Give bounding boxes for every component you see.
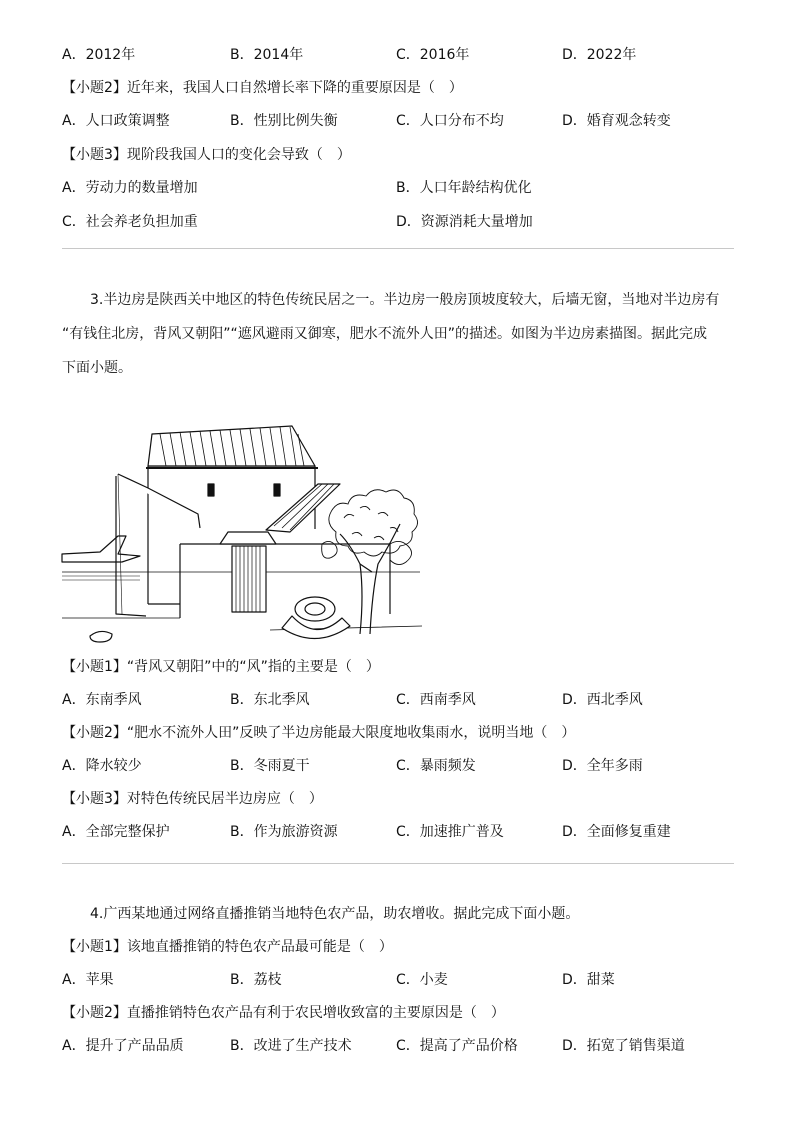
q3-s1-option-b[interactable]: B．东北季风 [230, 692, 310, 708]
q3-intro-line: 下面小题。 [62, 360, 132, 376]
q3-s2-option-b[interactable]: B．冬雨夏干 [230, 758, 310, 774]
q2-s2-option-b[interactable]: B．性别比例失衡 [230, 113, 338, 129]
q3-s2-option-d[interactable]: D．全年多雨 [562, 758, 643, 774]
q2-s2-options [62, 111, 742, 131]
q3-intro [62, 283, 742, 385]
q4-s2-option-d[interactable]: D．拓宽了销售渠道 [562, 1038, 685, 1054]
q4-s1-option-a[interactable]: A．苹果 [62, 972, 114, 988]
q4-s2-option-b[interactable]: B．改进了生产技术 [230, 1038, 352, 1054]
q3-s1-options [62, 690, 742, 710]
q2-s2-option-c[interactable]: C．人口分布不均 [396, 113, 504, 129]
q2-s2-option-a[interactable]: A．人口政策调整 [62, 113, 170, 129]
q3-intro-line: 3.半边房是陕西关中地区的特色传统民居之一。半边房一般房顶坡度较大，后墙无窗，当地对半边房有 [90, 292, 720, 308]
section-divider [62, 863, 734, 864]
q2-s3-options-row2 [62, 212, 742, 232]
q4-s1-option-d[interactable]: D．甜菜 [562, 972, 615, 988]
q4-s1-option-c[interactable]: C．小麦 [396, 972, 448, 988]
q4-s2-option-c[interactable]: C．提高了产品价格 [396, 1038, 518, 1054]
q3-s1-option-d[interactable]: D．西北季风 [562, 692, 643, 708]
q2-s3-options-row1 [62, 178, 742, 198]
q3-s2-stem: 【小题2】“肥水不流外人田”反映了半边房能最大限度地收集雨水，说明当地（ ） [62, 725, 576, 741]
q2-s2-stem: 【小题2】近年来，我国人口自然增长率下降的重要原因是（ ） [62, 80, 463, 96]
section-divider [62, 248, 734, 249]
q3-s3-option-a[interactable]: A．全部完整保护 [62, 824, 170, 840]
q3-s2-options [62, 756, 742, 776]
q3-s3-stem: 【小题3】对特色传统民居半边房应（ ） [62, 791, 323, 807]
q2-s3-option-a[interactable]: A．劳动力的数量增加 [62, 180, 198, 196]
q2-s1-options [62, 45, 742, 65]
q2-s2-option-d[interactable]: D．婚育观念转变 [562, 113, 671, 129]
q3-s3-option-d[interactable]: D．全面修复重建 [562, 824, 671, 840]
q4-s1-option-b[interactable]: B．荔枝 [230, 972, 282, 988]
q3-s1-stem: 【小题1】“背风又朝阳”中的“风”指的主要是（ ） [62, 659, 380, 675]
q2-s3-option-d[interactable]: D．资源消耗大量增加 [396, 214, 533, 230]
q4-s2-stem: 【小题2】直播推销特色农产品有利于农民增收致富的主要原因是（ ） [62, 1005, 505, 1021]
q3-s3-option-b[interactable]: B．作为旅游资源 [230, 824, 338, 840]
q2-s1-option-c[interactable]: C．2016年 [396, 47, 470, 63]
q4-s1-options [62, 970, 742, 990]
q2-s3-option-b[interactable]: B．人口年龄结构优化 [396, 180, 532, 196]
q4-s2-option-a[interactable]: A．提升了产品品质 [62, 1038, 184, 1054]
q4-s2-options [62, 1036, 742, 1056]
q3-s1-option-a[interactable]: A．东南季风 [62, 692, 142, 708]
q2-s1-option-b[interactable]: B．2014年 [230, 47, 304, 63]
q4-intro: 4.广西某地通过网络直播推销当地特色农产品，助农增收。据此完成下面小题。 [90, 906, 580, 922]
q3-s1-option-c[interactable]: C．西南季风 [396, 692, 476, 708]
q3-intro-line: “有钱住北房，背风又朝阳”“遮风避雨又御寒，肥水不流外人田”的描述。如图为半边房素描图。据此完成 [62, 326, 708, 342]
q3-s3-options [62, 822, 742, 842]
q3-s2-option-c[interactable]: C．暴雨频发 [396, 758, 476, 774]
q2-s1-option-a[interactable]: A．2012年 [62, 47, 136, 63]
q2-s3-stem: 【小题3】现阶段我国人口的变化会导致（ ） [62, 147, 351, 163]
q3-s3-option-c[interactable]: C．加速推广普及 [396, 824, 504, 840]
q3-s2-option-a[interactable]: A．降水较少 [62, 758, 142, 774]
q2-s1-option-d[interactable]: D．2022年 [562, 47, 637, 63]
q4-s1-stem: 【小题1】该地直播推销的特色农产品最可能是（ ） [62, 939, 393, 955]
q2-s3-option-c[interactable]: C．社会养老负担加重 [62, 214, 198, 230]
half-house-sketch-image [60, 404, 424, 650]
